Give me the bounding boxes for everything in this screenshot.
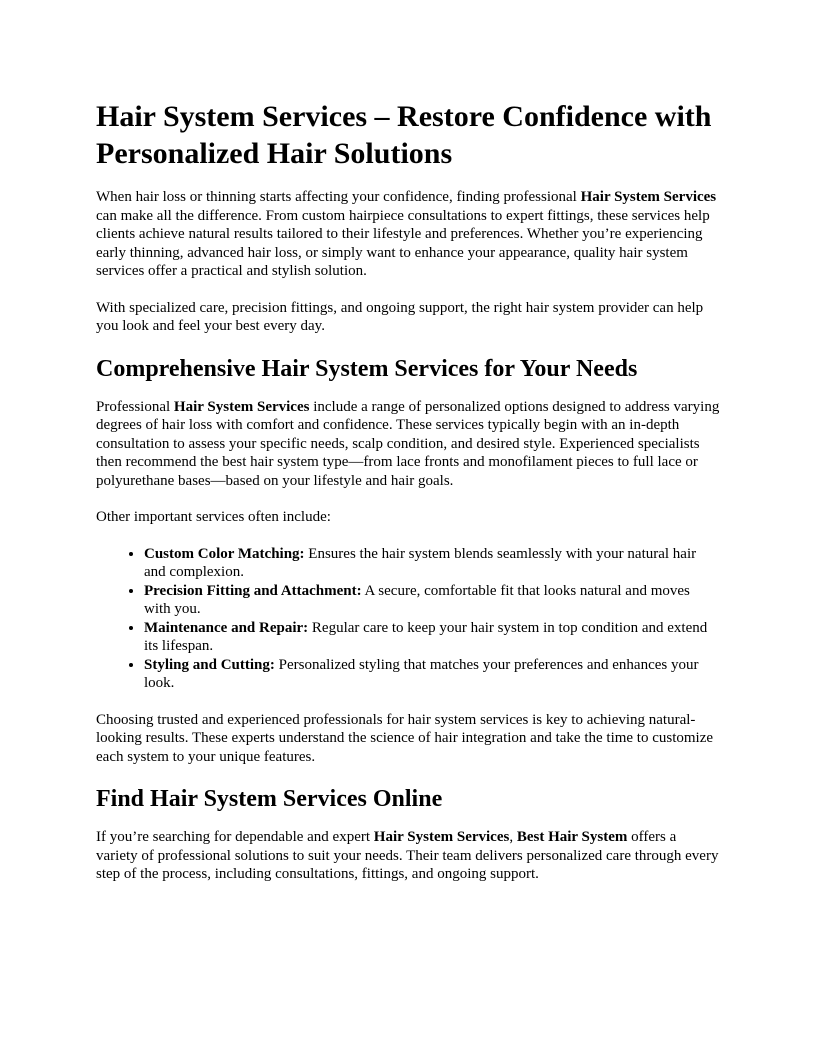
list-item-desc: Regular care to keep your hair system in top condition and extend its lifespan. [144, 619, 708, 654]
list-item-desc: A secure, comfortable fit that looks natural and moves with you. [144, 582, 690, 617]
text-run: can make all the difference. From custom hairpiece consultations to expert fittings, these services help clients achieve natural results tailored to their lifestyle and preferences. Whether you’re experiencing early thinning, advanced hair loss, or simply want to enhance your appearance, quality hair system services offer a practical and stylish solution. [96, 207, 710, 279]
list-item [144, 619, 720, 656]
services-paragraph-3: Choosing trusted and experienced professionals for hair system services is key to achieving natural-looking results. These experts understand the science of hair integration and take the time to customize each system to your unique features. [96, 711, 714, 765]
section-heading-find-online: Find Hair System Services Online [96, 786, 443, 812]
text-run: Professional [96, 398, 174, 415]
bold-term: Hair System Services [580, 189, 717, 205]
text-run: offers a variety of professional solutions to suit your needs. Their team delivers personalized care through every step of the process, including consultations, fittings, and ongoing support. [96, 829, 719, 882]
bold-term: Hair System Services [173, 398, 310, 415]
bold-brand: Best Hair System [516, 829, 628, 845]
list-item [144, 656, 720, 693]
intro-paragraph-2: With specialized care, precision fittings, and ongoing support, the right hair system provider can help you look and feel your best every day. [96, 299, 704, 334]
intro-paragraph-1 [96, 188, 720, 281]
list-item-term: Custom Color Matching: [144, 545, 305, 562]
text-run: include a range of personalized options designed to address varying degrees of hair loss with comfort and confidence. These services typically begin with an in-depth consultation to assess your specific needs, scalp condition, and desired style. Experienced specialists then recommend the best hair system type—from lace fronts and monofilament pieces to full lace or polyurethane bases—based on your lifestyle and hair goals. [96, 398, 720, 489]
find-paragraph-1 [96, 828, 720, 884]
services-paragraph-1 [96, 398, 720, 491]
services-list [96, 545, 720, 693]
page-title: Hair System Services – Restore Confidence with Personalized Hair Solutions [96, 100, 712, 170]
text-run: When hair loss or thinning starts affecting your confidence, finding professional [96, 189, 581, 205]
list-item-term: Styling and Cutting: [144, 656, 275, 673]
bold-term: Hair System Services [373, 829, 510, 845]
text-run: , [509, 829, 517, 845]
list-item [144, 582, 720, 619]
list-item-desc: Ensures the hair system blends seamlessly with your natural hair and complexion. [144, 545, 697, 580]
list-item-desc: Personalized styling that matches your preferences and enhances your look. [144, 656, 699, 691]
services-paragraph-2: Other important services often include: [96, 509, 331, 525]
section-heading-services: Comprehensive Hair System Services for Your Needs [96, 355, 638, 382]
text-run: If you’re searching for dependable and expert [96, 829, 374, 845]
list-item [144, 545, 720, 582]
list-item-term: Maintenance and Repair: [144, 619, 309, 636]
document-page [96, 98, 720, 902]
list-item-term: Precision Fitting and Attachment: [144, 582, 362, 599]
